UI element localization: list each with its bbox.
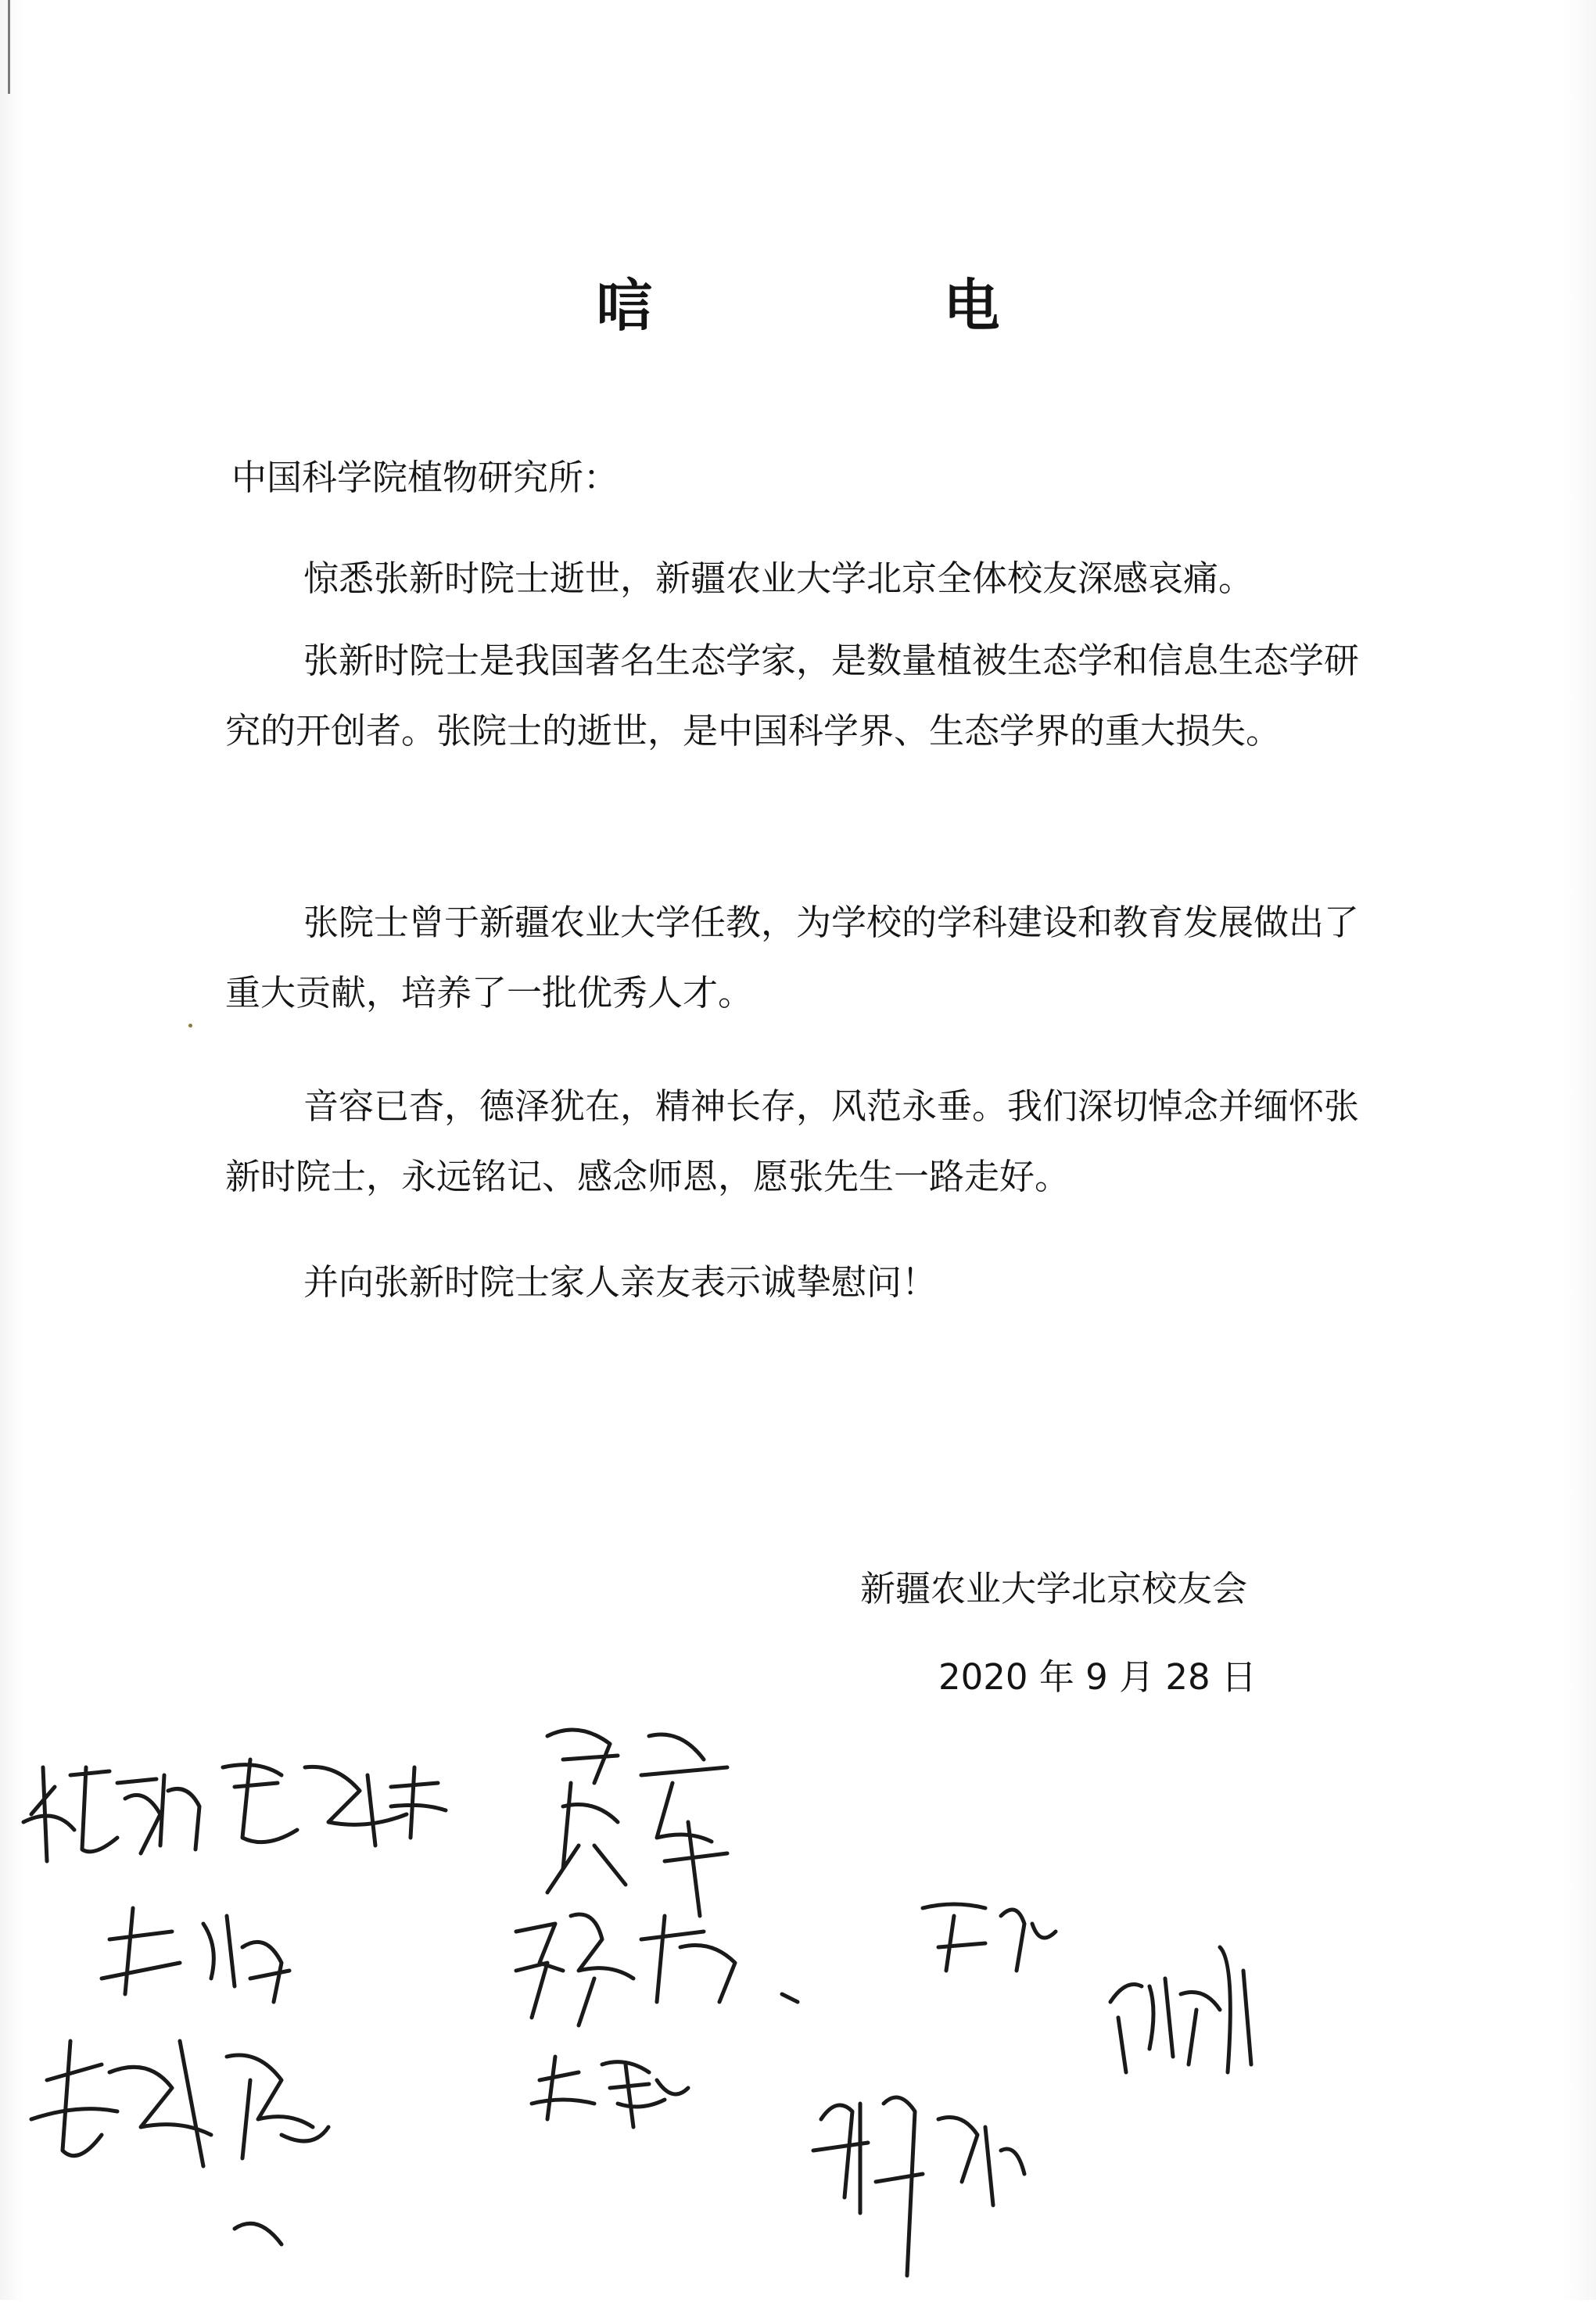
letter-title: 唁 电 <box>596 273 1117 339</box>
signature-8 <box>31 2041 328 2166</box>
scan-edge-mark <box>8 0 10 94</box>
signature-5 <box>102 1908 289 2002</box>
signature-7 <box>1110 1947 1251 2072</box>
paragraph-5: 并向张新时院士家人亲友表示诚挚慰问！ <box>303 1261 938 1303</box>
signature-2 <box>223 1760 446 1846</box>
handwritten-signatures <box>0 1713 1596 2300</box>
paragraph-1: 惊悉张新时院士逝世，新疆农业大学北京全体校友深感哀痛。 <box>303 558 1254 599</box>
paragraph-5-block <box>225 1247 1383 1318</box>
paragraph-4: 音容已杳，德泽犹在，精神长存，风范永垂。我们深切悼念并缅怀张新时院士，永远铭记、感念师恩，愿张先生一路走好。 <box>225 1085 1360 1197</box>
signature-11 <box>235 2223 282 2244</box>
signature-1 <box>23 1767 199 1861</box>
signature-4 <box>923 1904 1056 1971</box>
signature-3 <box>547 1730 727 1916</box>
signature-area <box>0 1713 1596 2300</box>
paragraph-2-block <box>225 626 1383 766</box>
scan-speck <box>188 1024 192 1028</box>
addressee: 中国科学院植物研究所： <box>231 457 619 498</box>
paragraph-2: 张新时院士是我国著名生态学家，是数量植被生态学和信息生态学研究的开创者。张院士的逝世，是中国科学界、生态学界的重大损失。 <box>225 640 1360 752</box>
paragraph-1-block <box>225 543 1383 614</box>
signature-9 <box>532 2057 688 2127</box>
paragraph-3: 张院士曾于新疆农业大学任教，为学校的学科建设和教育发展做出了重大贡献，培养了一批优秀人才。 <box>225 902 1360 1013</box>
sender-organization: 新疆农业大学北京校友会 <box>860 1568 1248 1609</box>
signature-10 <box>813 2097 1024 2276</box>
paragraph-4-block <box>225 1071 1383 1212</box>
letter-date: 2020 年 9 月 28 日 <box>938 1656 1257 1698</box>
paragraph-3-block <box>225 888 1383 1028</box>
signature-6 <box>516 1914 798 2025</box>
